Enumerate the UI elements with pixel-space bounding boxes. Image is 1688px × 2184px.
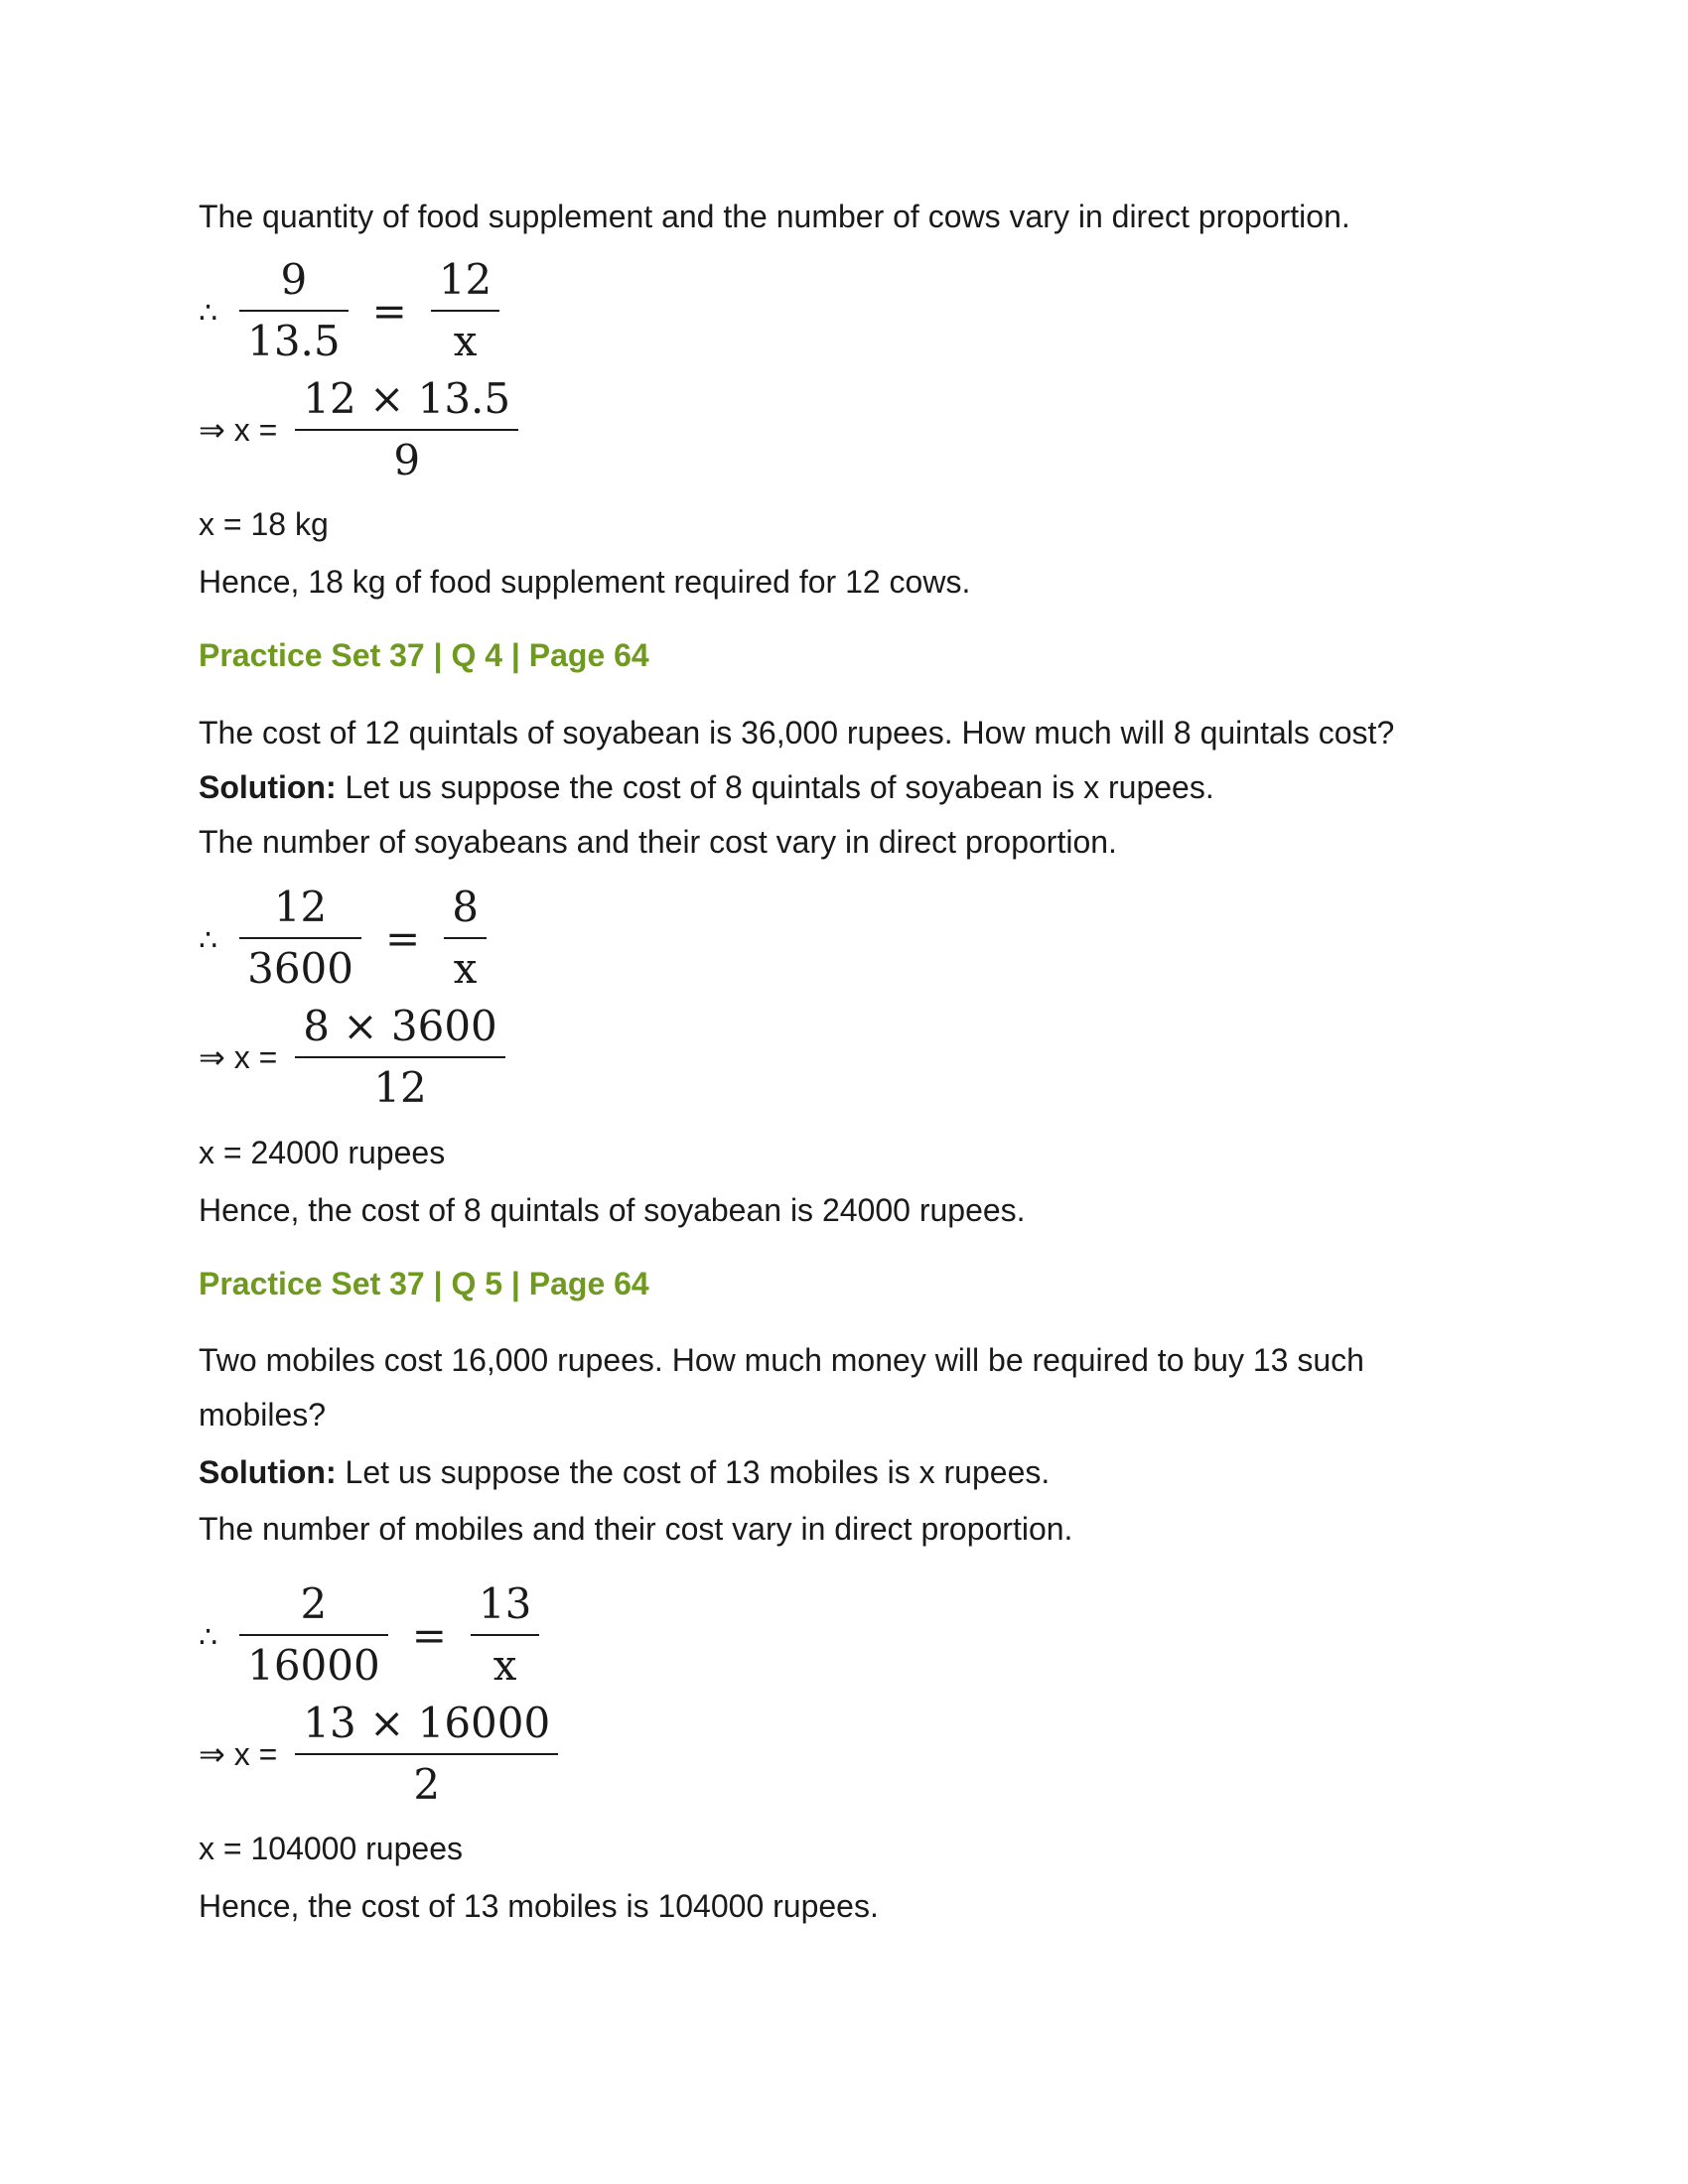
fraction-bar bbox=[295, 1056, 505, 1058]
solution-text: Let us suppose the cost of 13 mobiles is x rupees. bbox=[336, 1454, 1051, 1490]
q3-conclusion: Hence, 18 kg of food supplement required for 12 cows. bbox=[199, 564, 971, 600]
q4-conclusion: Hence, the cost of 8 quintals of soyabean is 24000 rupees. bbox=[199, 1192, 1026, 1228]
fraction-denominator: 3600 bbox=[247, 944, 353, 993]
q4-proportion-equation bbox=[199, 882, 494, 995]
fraction-numerator: 2 bbox=[300, 1579, 328, 1628]
q3-solve-equation bbox=[199, 373, 526, 486]
implies-x-equals: ⇒ x = bbox=[199, 1039, 278, 1075]
intro-line: The quantity of food supplement and the number of cows vary in direct proportion. bbox=[199, 199, 1350, 234]
therefore-symbol: ∴ bbox=[199, 1619, 218, 1655]
fraction-bar bbox=[295, 1753, 558, 1755]
q5-question-line1: Two mobiles cost 16,000 rupees. How much money will be required to buy 13 such bbox=[199, 1342, 1364, 1378]
fraction-bar bbox=[431, 310, 499, 312]
q4-result: x = 24000 rupees bbox=[199, 1135, 446, 1170]
fraction-denominator: x bbox=[453, 317, 478, 365]
fraction-bar bbox=[239, 1634, 388, 1636]
therefore-symbol: ∴ bbox=[199, 295, 218, 331]
q5-question-line2: mobiles? bbox=[199, 1397, 327, 1433]
q5-solve-equation bbox=[199, 1698, 566, 1811]
q4-heading: Practice Set 37 | Q 4 | Page 64 bbox=[199, 637, 649, 673]
fraction-bar bbox=[471, 1634, 539, 1636]
q5-fraction-left bbox=[239, 1578, 388, 1692]
solution-label: Solution: bbox=[199, 769, 337, 805]
fraction-denominator: x bbox=[492, 1641, 517, 1690]
fraction-denominator: 2 bbox=[413, 1760, 441, 1809]
q5-proportion-statement: The number of mobiles and their cost vary in direct proportion. bbox=[199, 1511, 1073, 1547]
fraction-numerator: 12 × 13.5 bbox=[303, 374, 511, 423]
fraction-denominator: 9 bbox=[393, 436, 421, 484]
q4-solve-fraction bbox=[295, 1001, 505, 1114]
q5-result: x = 104000 rupees bbox=[199, 1831, 463, 1866]
equals-sign: = bbox=[384, 913, 421, 963]
q5-proportion-equation bbox=[199, 1578, 547, 1692]
fraction-numerator: 13 bbox=[478, 1579, 532, 1628]
equals-sign: = bbox=[371, 286, 407, 336]
fraction-denominator: 12 bbox=[373, 1063, 427, 1112]
fraction-numerator: 9 bbox=[280, 255, 308, 304]
fraction-bar bbox=[239, 310, 349, 312]
q5-heading: Practice Set 37 | Q 5 | Page 64 bbox=[199, 1266, 649, 1301]
fraction-bar bbox=[295, 429, 518, 431]
q3-solve-fraction bbox=[295, 373, 518, 486]
fraction-numerator: 12 bbox=[273, 883, 328, 931]
q5-conclusion: Hence, the cost of 13 mobiles is 104000 rupees. bbox=[199, 1888, 879, 1924]
q4-solve-equation bbox=[199, 1001, 513, 1114]
q3-fraction-left bbox=[239, 254, 349, 367]
q4-question: The cost of 12 quintals of soyabean is 36,000 rupees. How much will 8 quintals cost? bbox=[199, 715, 1395, 751]
q3-result: x = 18 kg bbox=[199, 506, 329, 542]
q4-proportion-statement: The number of soyabeans and their cost vary in direct proportion. bbox=[199, 824, 1117, 860]
fraction-denominator: x bbox=[453, 944, 478, 993]
q3-fraction-right bbox=[431, 254, 499, 367]
q5-solution-line bbox=[199, 1452, 1050, 1492]
fraction-denominator: 13.5 bbox=[247, 317, 341, 365]
q3-proportion-equation bbox=[199, 254, 507, 367]
implies-x-equals: ⇒ x = bbox=[199, 412, 278, 448]
q5-solve-fraction bbox=[295, 1698, 558, 1811]
fraction-numerator: 8 bbox=[452, 883, 479, 931]
q4-fraction-left bbox=[239, 882, 361, 995]
implies-x-equals: ⇒ x = bbox=[199, 1736, 278, 1772]
fraction-numerator: 8 × 3600 bbox=[303, 1002, 497, 1050]
therefore-symbol: ∴ bbox=[199, 922, 218, 958]
q5-fraction-right bbox=[471, 1578, 539, 1692]
fraction-numerator: 13 × 16000 bbox=[303, 1699, 551, 1747]
fraction-bar bbox=[239, 937, 361, 939]
fraction-bar bbox=[444, 937, 487, 939]
fraction-denominator: 16000 bbox=[247, 1641, 380, 1690]
q4-fraction-right bbox=[444, 882, 487, 995]
equals-sign: = bbox=[411, 1610, 447, 1660]
q4-solution-line bbox=[199, 767, 1214, 807]
solution-text: Let us suppose the cost of 8 quintals of soyabean is x rupees. bbox=[336, 769, 1214, 805]
solution-label: Solution: bbox=[199, 1454, 337, 1490]
fraction-numerator: 12 bbox=[438, 255, 492, 304]
